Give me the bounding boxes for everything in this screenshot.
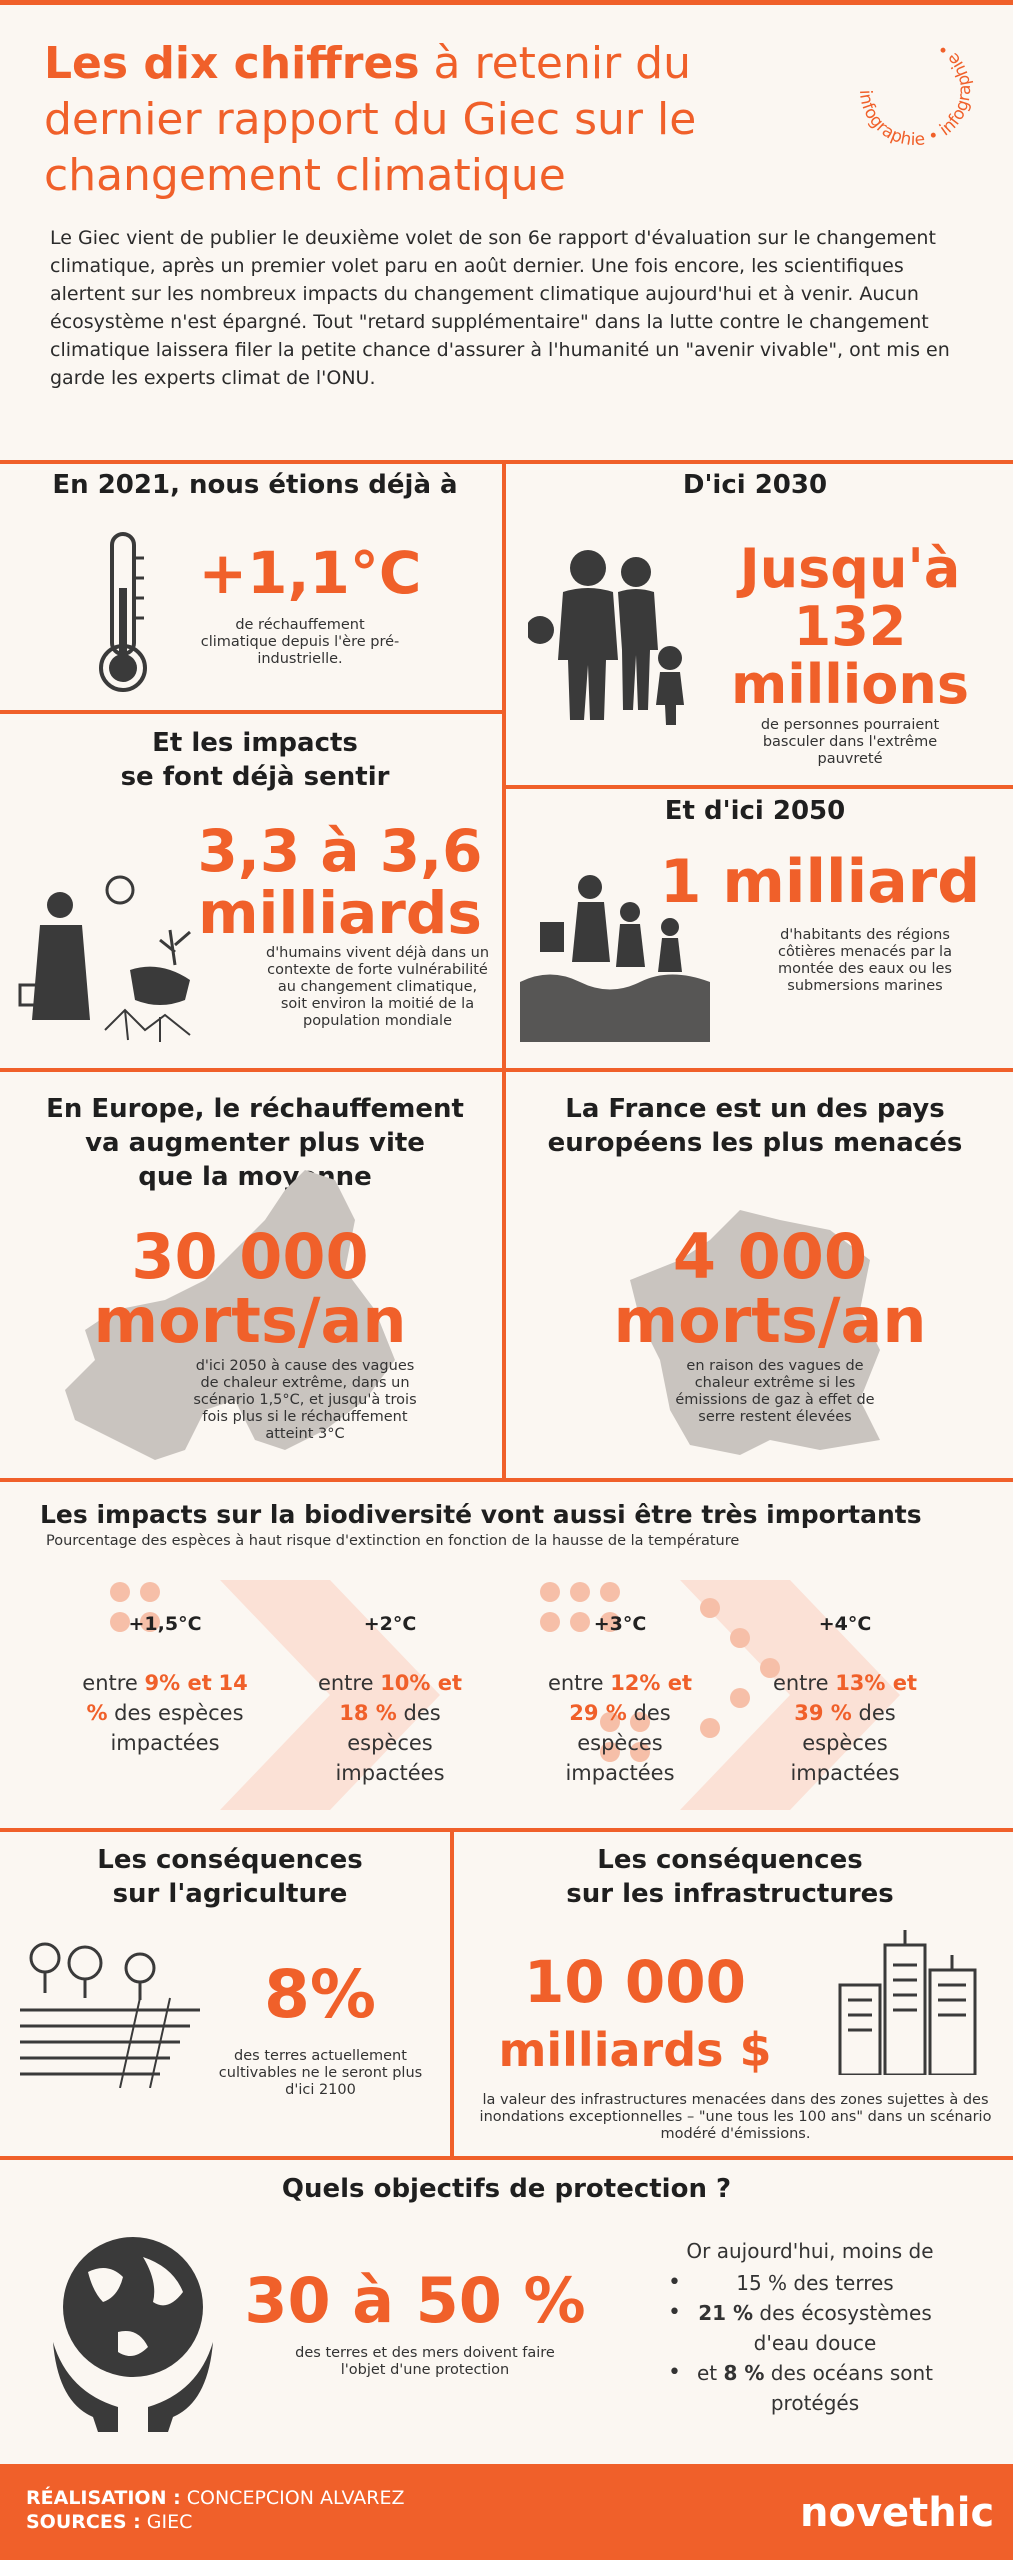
divider bbox=[0, 1068, 1013, 1072]
family-icon bbox=[528, 540, 698, 730]
bio-temp-4: +4°C bbox=[818, 1613, 872, 1635]
desc-2050: d'habitants des régions côtières menacés par la montée des eaux ou les submersions marines bbox=[778, 927, 952, 994]
protection-bullet-1: • 15 % des terres bbox=[680, 2268, 950, 2298]
divider bbox=[502, 1068, 506, 1480]
biodiversity-subheading: Pourcentage des espèces à haut risque d'extinction en fonction de la hausse de la température bbox=[46, 1533, 740, 1549]
desc-agriculture: des terres actuellement cultivables ne le seront plus d'ici 2100 bbox=[218, 2048, 423, 2098]
svg-text:infographie • infographie •: infographie • infographie • bbox=[854, 38, 976, 150]
thermometer-icon bbox=[92, 528, 154, 698]
france-heading: La France est un des pays européens les plus menacés bbox=[547, 1094, 963, 1158]
decor-dot bbox=[110, 1582, 130, 1602]
protection-heading: Quels objectifs de protection ? bbox=[281, 2174, 732, 2204]
divider bbox=[502, 785, 1013, 789]
decor-dot bbox=[730, 1688, 750, 1708]
protection-bullet-2: • 21 % des écosystèmes d'eau douce bbox=[680, 2298, 950, 2358]
biodiversity-heading: Les impacts sur la biodiversité vont aussi être très importants bbox=[40, 1500, 922, 1529]
bio-desc-1: entre 9% et 14 % des espèces impactées bbox=[82, 1671, 248, 1755]
top-border bbox=[0, 0, 1013, 5]
figure-europe: 30 000 morts/an bbox=[93, 1220, 407, 1357]
desc-europe: d'ici 2050 à cause des vagues de chaleur extrême, dans un scénario 1,5°C, et jusqu'à trois fois plus si le réchauffement atteint 3°C bbox=[193, 1358, 417, 1442]
decor-dot bbox=[730, 1628, 750, 1648]
desc-2030: de personnes pourraient basculer dans l'extrême pauvreté bbox=[760, 717, 940, 767]
decor-dot bbox=[540, 1582, 560, 1602]
protection-list bbox=[680, 2268, 950, 2418]
desc-2021: de réchauffement climatique depuis l'ère pré-industrielle. bbox=[200, 617, 400, 667]
desc-france: en raison des vagues de chaleur extrême si les émissions de gaz à effet de serre restent élevées bbox=[675, 1358, 875, 1425]
infographie-badge bbox=[830, 20, 1000, 150]
divider bbox=[502, 460, 506, 1070]
divider bbox=[0, 2156, 1013, 2160]
divider bbox=[450, 1828, 454, 2158]
section-2050-heading: Et d'ici 2050 bbox=[664, 796, 846, 826]
decor-dot bbox=[140, 1582, 160, 1602]
europe-heading: En Europe, le réchauffement va augmenter plus vite que la moyenne bbox=[46, 1094, 464, 1192]
figure-2050: 1 milliard bbox=[659, 847, 981, 917]
figure-impacts: 3,3 à 3,6 milliards bbox=[197, 817, 483, 947]
figure-2021: +1,1°C bbox=[198, 539, 422, 607]
buildings-icon bbox=[830, 1925, 990, 2075]
desc-impacts: d'humains vivent déjà dans un contexte de forte vulnérabilité au changement climatique, soit environ la moitié de la population mondiale bbox=[265, 945, 490, 1029]
field-trees-icon bbox=[20, 1938, 200, 2088]
novethic-logo: novethic bbox=[800, 2490, 995, 2536]
bio-desc-2: entre 10% et 18 % des espèces impactées bbox=[317, 1671, 463, 1785]
protection-lead: Or aujourd'hui, moins de bbox=[686, 2239, 934, 2263]
page-title: Les dix chiffres à retenir du dernier rapport du Giec sur le changement climatique bbox=[44, 38, 697, 201]
impacts-heading: Et les impacts se font déjà sentir bbox=[120, 728, 390, 792]
figure-agriculture: 8% bbox=[263, 1956, 377, 2033]
figure-2030: Jusqu'à 132 millions bbox=[731, 537, 969, 716]
bio-desc-3: entre 12% et 29 % des espèces impactées bbox=[547, 1671, 693, 1785]
divider bbox=[0, 460, 1013, 464]
figure-france: 4 000 morts/an bbox=[613, 1220, 927, 1357]
intro-text: Le Giec vient de publier le deuxième volet de son 6e rapport d'évaluation sur le changement climatique, après un premier volet paru en août dernier. Une fois encore, les scientifiques alertent sur les nombreux impacts du changement climatique aujourd'hui et à venir. Aucun écosystème n'est épargné. Tout "retard supplémentaire" dans la lutte contre le changement climatique laissera filer la petite chance d'assurer à l'humanité un "avenir vivable", ont mis en garde les experts climat de l'ONU. bbox=[50, 227, 950, 389]
figure-protection: 30 à 50 % bbox=[244, 2264, 586, 2337]
desc-protection: des terres et des mers doivent faire l'objet d'une protection bbox=[295, 2345, 555, 2378]
protection-bullet-3: • et 8 % des océans sont protégés bbox=[680, 2358, 950, 2418]
footer-credits: RÉALISATION : CONCEPCION ALVAREZ SOURCES : GIEC bbox=[26, 2487, 405, 2533]
bio-temp-3: +3°C bbox=[593, 1613, 647, 1635]
infra-heading: Les conséquences sur les infrastructures bbox=[566, 1845, 894, 1909]
figure-infra: 10 000 milliards $ bbox=[498, 1948, 772, 2077]
globe-hands-icon bbox=[48, 2232, 218, 2432]
bio-temp-1: +1,5°C bbox=[128, 1613, 202, 1635]
section-2021-heading: En 2021, nous étions déjà à bbox=[52, 470, 458, 500]
divider bbox=[0, 710, 504, 714]
decor-dot bbox=[570, 1582, 590, 1602]
bio-temp-2: +2°C bbox=[363, 1613, 417, 1635]
decor-dot bbox=[600, 1582, 620, 1602]
divider bbox=[0, 1478, 1013, 1482]
agriculture-heading: Les conséquences sur l'agriculture bbox=[97, 1845, 363, 1909]
section-2030-heading: D'ici 2030 bbox=[682, 470, 828, 500]
desc-infra: la valeur des infrastructures menacées dans des zones sujettes à des inondations exceptionnelles – "une tous les 100 ans" dans un scénario modéré d'émissions. bbox=[479, 2092, 992, 2142]
bio-desc-4: entre 13% et 39 % des espèces impactées bbox=[772, 1671, 918, 1785]
divider bbox=[0, 1828, 1013, 1832]
